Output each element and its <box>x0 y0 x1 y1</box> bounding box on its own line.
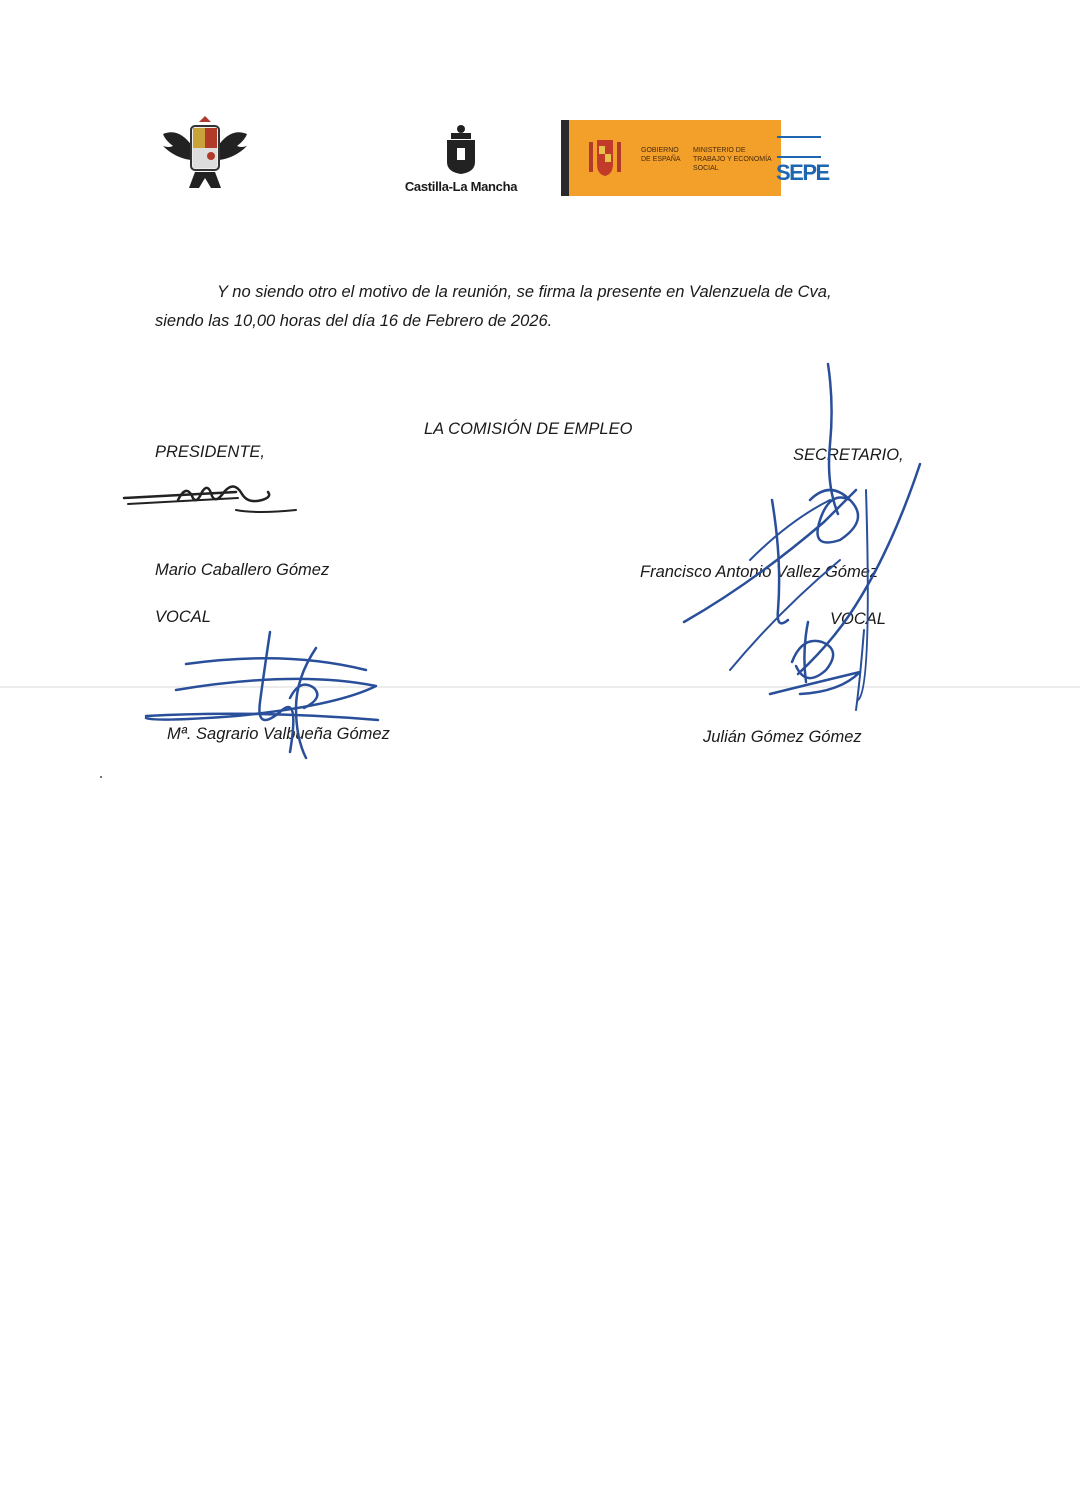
sepe-stripes <box>777 136 821 158</box>
commission-heading: LA COMISIÓN DE EMPLEO <box>424 420 633 438</box>
castilla-la-mancha-text: Castilla-La Mancha <box>404 179 518 194</box>
scan-speck <box>100 776 102 778</box>
ministerio-text: MINISTERIO DE TRABAJO Y ECONOMÍA SOCIAL <box>693 147 772 172</box>
secretary-label: SECRETARIO, <box>793 446 904 464</box>
vocal-right-signature <box>760 612 880 712</box>
paragraph-line-2: siendo las 10,00 horas del día 16 de Febrero de 2026. <box>155 312 553 330</box>
secretary-name: Francisco Antonio Vallez Gómez <box>640 563 879 581</box>
spain-shield-icon <box>587 136 623 180</box>
castilla-la-mancha-logo <box>396 124 526 198</box>
sepe-text: SEPE <box>776 160 829 185</box>
sepe-logo <box>773 122 829 192</box>
paragraph-line-1: Y no siendo otro el motivo de la reunión, se firma la presente en Valenzuela de Cva, <box>217 283 832 301</box>
gobierno-espana-logo <box>561 120 781 196</box>
coat-of-arms-logo <box>155 112 255 196</box>
vocal-left-name: Mª. Sagrario Valbueña Gómez <box>167 725 390 743</box>
vocal-right-name: Julián Gómez Gómez <box>703 728 862 746</box>
vocal-right-label: VOCAL <box>830 610 886 628</box>
president-label: PRESIDENTE, <box>155 443 266 461</box>
vocal-left-signature <box>140 628 390 768</box>
vocal-left-label: VOCAL <box>155 608 211 626</box>
eagle-crest-icon <box>155 112 255 196</box>
castle-crest-icon <box>441 124 481 176</box>
closing-paragraph <box>155 278 890 336</box>
president-signature <box>118 480 308 520</box>
gobierno-text: GOBIERNO DE ESPAÑA <box>641 147 681 163</box>
president-name: Mario Caballero Gómez <box>155 561 330 579</box>
